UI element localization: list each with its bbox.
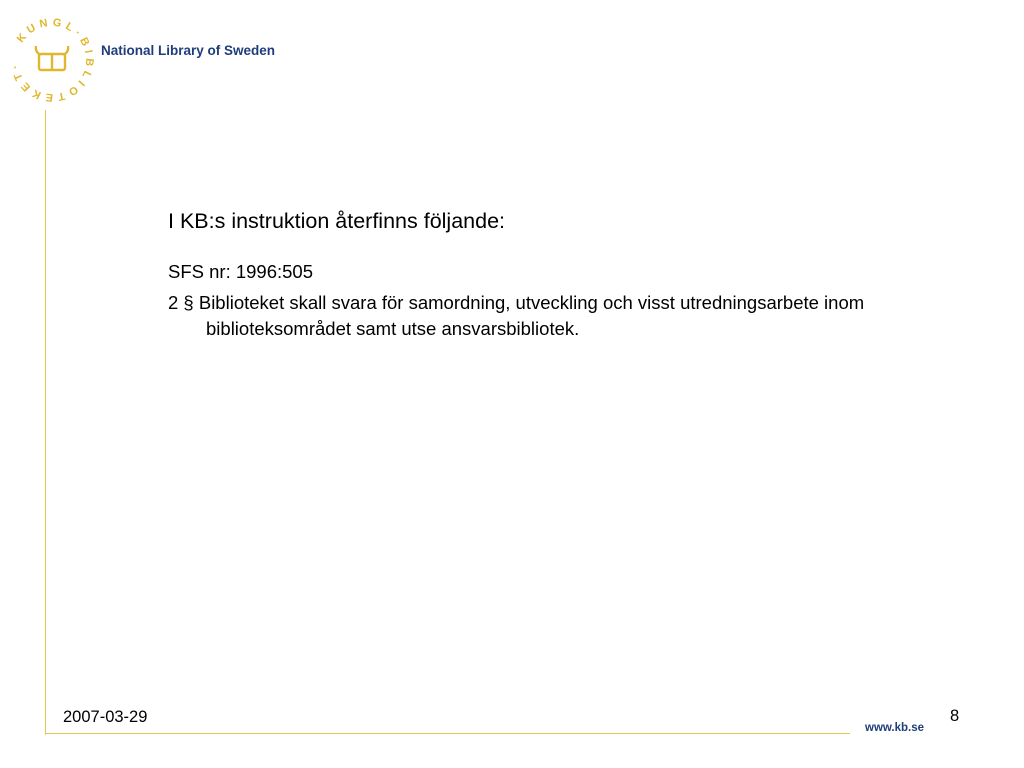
vertical-divider (45, 110, 46, 735)
horizontal-divider (45, 733, 850, 734)
instruction-paragraph: 2 § Biblioteket skall svara för samordning, utveckling och visst utredningsarbete inom biblioteksområdet samt utse ansvarsbibliotek. (168, 292, 865, 339)
slide-content (168, 207, 968, 342)
sfs-number: SFS nr: 1996:505 (168, 261, 314, 282)
svg-text:KUNGL·BIBLIOTEKET·: KUNGL·BIBLIOTEKET· (8, 16, 96, 104)
page-number: 8 (950, 707, 960, 725)
footer-date: 2007-03-29 (63, 708, 148, 726)
footer-url: www.kb.se (865, 722, 925, 734)
brand-name: National Library of Sweden (101, 43, 276, 58)
kb-seal-logo (6, 14, 98, 106)
slide-heading: I KB:s instruktion återfinns följande: (168, 209, 506, 233)
